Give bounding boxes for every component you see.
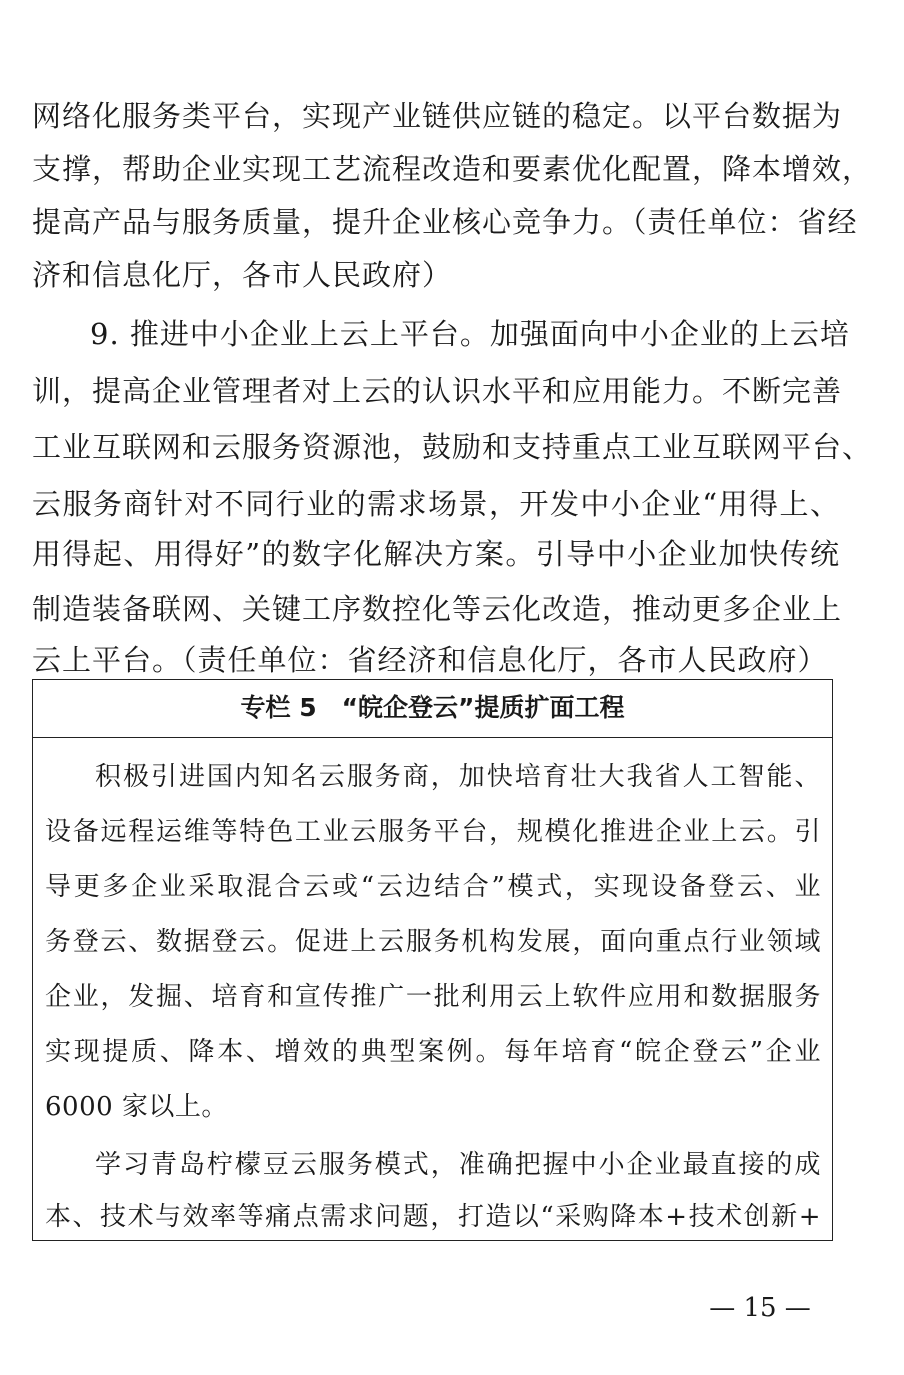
- column-box-title: 专栏 5 “皖企登云”提质扩面工程: [33, 680, 832, 738]
- body-line-2: 支撑，帮助企业实现工艺流程改造和要素优化配置，降本增效，: [32, 152, 873, 186]
- body-line-1: 网络化服务类平台，实现产业链供应链的稳定。以平台数据为: [32, 99, 843, 133]
- column-box-line-2: 设备远程运维等特色工业云服务平台，规模化推进企业上云。引: [45, 817, 821, 847]
- column-box-line-4: 务登云、数据登云。促进上云服务机构发展，面向重点行业领域: [45, 927, 821, 957]
- body-line-8: 云服务商针对不同行业的需求场景，开发中小企业“用得上、: [32, 487, 840, 521]
- body-line-7: 工业互联网和云服务资源池，鼓励和支持重点工业互联网平台、: [32, 430, 873, 464]
- column-box-line-1: 积极引进国内知名云服务商，加快培育壮大我省人工智能、: [95, 762, 821, 792]
- body-line-4: 济和信息化厅，各市人民政府）: [32, 258, 453, 292]
- body-line-10: 制造装备联网、关键工序数控化等云化改造，推动更多企业上: [32, 592, 843, 626]
- body-line-3: 提高产品与服务质量，提升企业核心竞争力。（责任单位：省经: [32, 205, 858, 239]
- body-line-11: 云上平台。（责任单位：省经济和信息化厅，各市人民政府）: [32, 643, 828, 677]
- page-number: — 15 —: [709, 1293, 811, 1323]
- column-box-line-8: 学习青岛柠檬豆云服务模式，准确把握中小企业最直接的成: [95, 1150, 821, 1180]
- body-line-9: 用得起、用得好”的数字化解决方案。引导中小企业加快传统: [32, 537, 840, 571]
- body-line-6: 训，提高企业管理者对上云的认识水平和应用能力。不断完善: [32, 374, 843, 408]
- column-box-line-6: 实现提质、降本、增效的典型案例。每年培育“皖企登云”企业: [45, 1037, 821, 1067]
- column-box-line-5: 企业，发掘、培育和宣传推广一批利用云上软件应用和数据服务: [45, 982, 821, 1012]
- section-9-heading-line: 9. 推进中小企业上云上平台。加强面向中小企业的上云培: [90, 317, 850, 351]
- column-box-line-9: 本、技术与效率等痛点需求问题，打造以“采购降本+技术创新+: [45, 1202, 821, 1232]
- column-box-line-3: 导更多企业采取混合云或“云边结合”模式，实现设备登云、业: [45, 872, 821, 902]
- column-box: [32, 679, 833, 1241]
- column-box-line-7: 6000 家以上。: [45, 1092, 228, 1122]
